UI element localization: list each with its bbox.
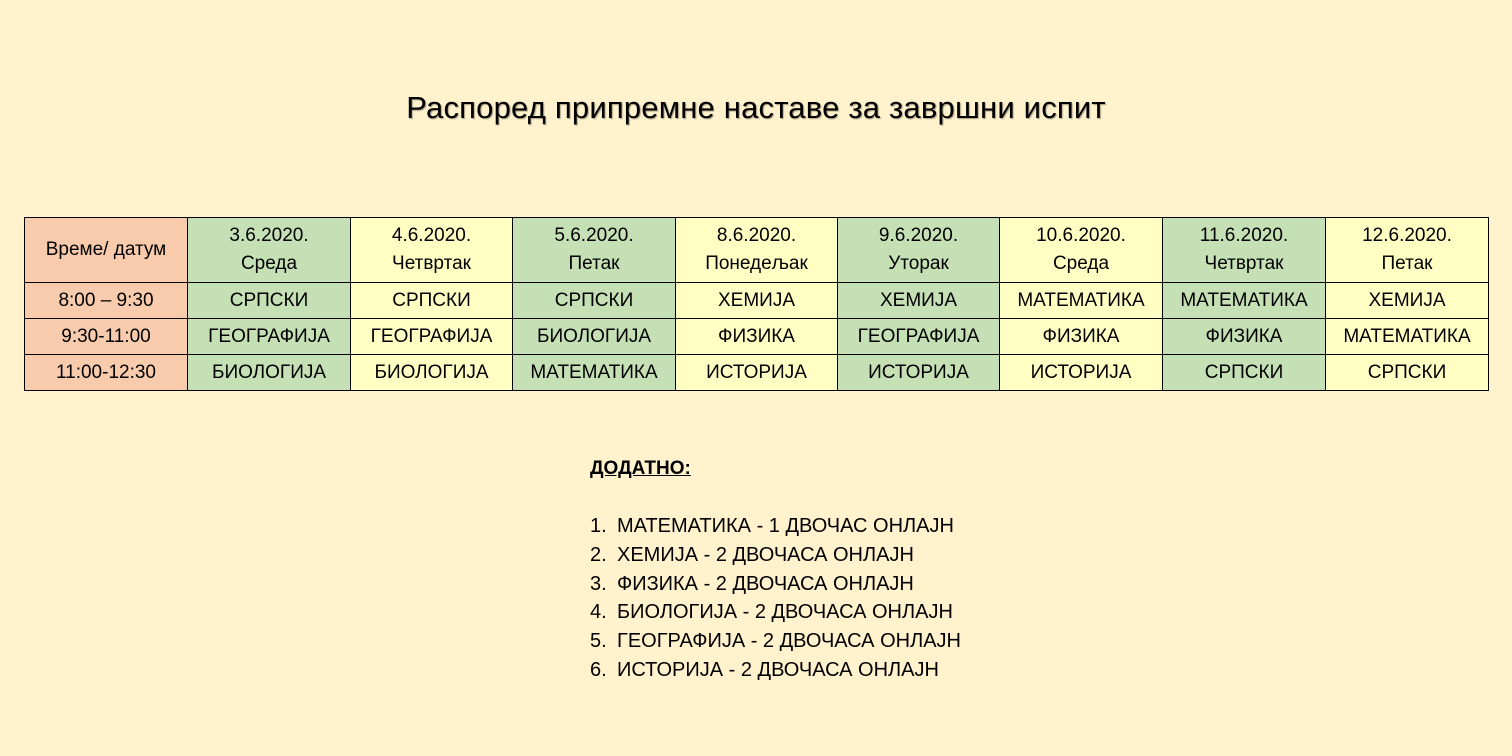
time-slot-cell: 11:00-12:30 [25, 355, 188, 391]
list-item [590, 656, 1290, 685]
subject-cell: БИОЛОГИЈА [188, 355, 351, 391]
list-item-number: 1. [590, 515, 607, 537]
day-label: Четвртак [1204, 253, 1284, 274]
subject-cell: ХЕМИЈА [838, 283, 1000, 319]
day-label: Понедељак [705, 253, 808, 274]
corner-header-cell: Време/ датум [25, 218, 188, 283]
subject-cell: БИОЛОГИЈА [513, 319, 676, 355]
subject-cell: СРПСКИ [188, 283, 351, 319]
list-item [590, 570, 1290, 599]
date-label: 4.6.2020. [391, 225, 472, 246]
date-label: 9.6.2020. [878, 225, 959, 246]
subject-cell: МАТЕМАТИКА [1000, 283, 1163, 319]
list-item [590, 512, 1290, 541]
additional-heading-text: ДОДАТНО [590, 458, 685, 479]
date-header-cell [676, 218, 838, 283]
day-label: Среда [240, 253, 298, 274]
schedule-row [25, 283, 1489, 319]
subject-cell: ФИЗИКА [1000, 319, 1163, 355]
subject-cell: МАТЕМАТИКА [513, 355, 676, 391]
subject-cell: ХЕМИЈА [676, 283, 838, 319]
list-item-text: МАТЕМАТИКА - 1 ДВОЧАС ОНЛАЈН [617, 515, 954, 537]
schedule-row [25, 355, 1489, 391]
list-item-text: ХЕМИЈА - 2 ДВОЧАСА ОНЛАЈН [617, 543, 914, 566]
time-slot-cell: 8:00 – 9:30 [25, 283, 188, 319]
subject-cell: МАТЕМАТИКА [1326, 319, 1489, 355]
subject-cell: СРПСКИ [1163, 355, 1326, 391]
additional-section [590, 455, 1290, 685]
list-item-text: ИСТОРИЈА - 2 ДВОЧАСА ОНЛАЈН [617, 658, 939, 681]
date-header-cell [838, 218, 1000, 283]
subject-cell: СРПСКИ [513, 283, 676, 319]
schedule-row [25, 319, 1489, 355]
time-slot-cell: 9:30-11:00 [25, 319, 188, 355]
date-header-cell [1163, 218, 1326, 283]
date-header-cell [351, 218, 513, 283]
day-label: Четвртак [392, 253, 471, 274]
list-item-text: ГЕОГРАФИЈА - 2 ДВОЧАСА ОНЛАЈН [617, 630, 961, 653]
date-label: 11.6.2020. [1199, 225, 1289, 246]
header-row [25, 218, 1489, 283]
day-label: Петак [568, 253, 620, 274]
subject-cell: ИСТОРИЈА [676, 355, 838, 391]
list-item [590, 627, 1290, 656]
schedule-table [24, 217, 1489, 391]
list-item-text: БИОЛОГИЈА - 2 ДВОЧАСА ОНЛАЈН [617, 601, 953, 624]
list-item-number: 5. [590, 630, 607, 653]
list-item-number: 2. [590, 543, 607, 566]
subject-cell: ФИЗИКА [676, 319, 838, 355]
subject-cell: БИОЛОГИЈА [351, 355, 513, 391]
additional-heading-colon: : [684, 458, 691, 479]
date-header-cell [1326, 218, 1489, 283]
subject-cell: СРПСКИ [1326, 355, 1489, 391]
subject-cell: СРПСКИ [351, 283, 513, 319]
list-item-number: 4. [590, 601, 607, 624]
subject-cell: ГЕОГРАФИЈА [188, 319, 351, 355]
date-header-cell [513, 218, 676, 283]
subject-cell: ГЕОГРАФИЈА [351, 319, 513, 355]
day-label: Среда [1052, 253, 1110, 274]
list-item-number: 3. [590, 572, 607, 595]
list-item [590, 541, 1290, 570]
subject-cell: ИСТОРИЈА [1000, 355, 1163, 391]
date-label: 12.6.2020. [1362, 225, 1452, 246]
list-item-text: ФИЗИКА - 2 ДВОЧАСА ОНЛАЈН [617, 572, 914, 595]
date-label: 8.6.2020. [716, 225, 797, 246]
subject-cell: ИСТОРИЈА [838, 355, 1000, 391]
subject-cell: МАТЕМАТИКА [1163, 283, 1326, 319]
date-header-cell [188, 218, 351, 283]
day-label: Петак [1381, 253, 1433, 274]
subject-cell: ФИЗИКА [1163, 319, 1326, 355]
list-item [590, 598, 1290, 627]
date-label: 5.6.2020. [554, 225, 634, 246]
additional-heading [590, 455, 1290, 483]
day-label: Уторак [888, 253, 949, 274]
date-label: 3.6.2020. [229, 225, 309, 246]
subject-cell: ХЕМИЈА [1326, 283, 1489, 319]
date-header-cell [1000, 218, 1163, 283]
date-label: 10.6.2020. [1036, 225, 1126, 246]
subject-cell: ГЕОГРАФИЈА [838, 319, 1000, 355]
list-item-number: 6. [590, 658, 607, 681]
page-title: Распоред припремне наставе за завршни испит [406, 90, 1106, 125]
additional-list [590, 512, 1290, 685]
